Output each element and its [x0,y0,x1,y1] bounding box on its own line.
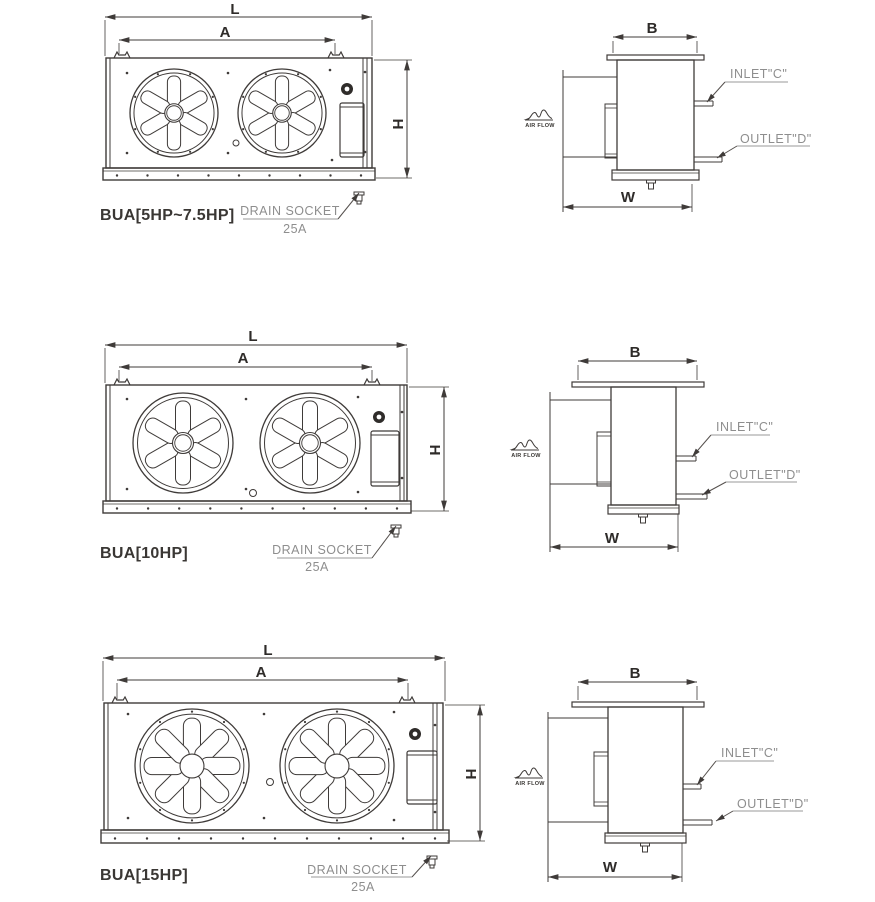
motor-mount [605,104,617,158]
dimension-A [119,40,335,54]
dim-label-length: L [248,328,258,345]
mounting-bracket [114,52,130,58]
fan [135,709,249,823]
model-label: BUA[10HP] [100,545,189,562]
outlet-pipe [683,820,712,825]
electrical-box [340,103,364,157]
drain-socket [427,856,437,868]
air-flow-icon [514,768,544,778]
dimension-L [105,345,407,383]
drain-size-label: 25A [305,560,329,574]
dim-label-length: L [230,1,240,18]
air-flow-icon [510,440,540,450]
inlet-leader [692,435,770,457]
dimension-B [613,37,697,53]
dimension-B [578,361,697,380]
outlet-leader [716,811,803,821]
inlet-label: INLET"C" [721,746,779,760]
dimension-A [117,680,408,699]
drain-size-label: 25A [351,880,375,894]
inlet-leader [707,82,788,102]
drain-socket [641,843,650,852]
dim-label-width: W [602,859,618,876]
drain-socket [639,514,648,523]
air-flow-label: AIR FLOW [511,453,541,459]
fan [280,709,394,823]
motor-mount [597,432,611,486]
top-flange [572,702,704,707]
dimension-L [105,17,372,56]
sensor-grommet [341,83,353,95]
dimension-B [578,682,697,700]
row-10hp-drawing [103,345,797,558]
fan-shroud [550,392,611,552]
dim-label-height: H [389,118,406,130]
model-label: BUA[15HP] [100,867,189,884]
bottom-pan [612,170,699,180]
top-flange [572,382,704,387]
air-flow-label: AIR FLOW [525,123,555,129]
unit-body-side [611,387,676,505]
dimension-A [119,367,372,381]
dim-label-width: W [620,189,636,206]
bottom-pan [605,833,686,843]
model-label: BUA[5HP~7.5HP] [100,207,235,224]
fan [130,69,218,157]
dim-label-pitch: A [237,350,249,367]
motor-mount [594,752,608,806]
unit-body-side [608,707,683,833]
unit-body-side [617,60,694,170]
inlet-pipe [694,101,713,106]
unit-body [106,385,407,501]
mounting-bracket [399,697,415,703]
drain-socket-label: DRAIN SOCKET [272,543,372,557]
outlet-label: OUTLET"D" [740,132,812,146]
dim-label-height: H [426,444,443,456]
sensor-grommet [373,411,385,423]
fan [238,69,326,157]
bottom-flange [103,168,375,180]
fan [260,393,360,493]
inlet-pipe [683,784,701,789]
dim-label-flange: B [646,20,658,37]
drain-socket-label: DRAIN SOCKET [307,863,407,877]
mounting-bracket [114,379,130,385]
inlet-leader [697,761,774,785]
bottom-flange [103,501,411,513]
dim-label-flange: B [629,344,641,361]
drain-socket-label: DRAIN SOCKET [240,204,340,218]
inlet-label: INLET"C" [730,67,788,81]
air-flow-label: AIR FLOW [515,781,545,787]
unit-body [106,58,372,168]
fan-shroud [548,712,608,882]
drain-socket [647,180,656,189]
outlet-label: OUTLET"D" [729,468,801,482]
dim-label-height: H [462,768,479,780]
inlet-label: INLET"C" [716,420,774,434]
dim-label-width: W [604,530,620,547]
electrical-box [371,431,399,486]
sensor-grommet [409,728,421,740]
bottom-flange [101,830,449,843]
outlet-leader [702,482,797,495]
fan-shroud [563,70,617,212]
dim-label-pitch: A [255,664,267,681]
outlet-label: OUTLET"D" [737,797,809,811]
row-5hp-drawing [103,17,810,219]
dim-label-length: L [263,642,273,659]
fan [133,393,233,493]
drain-size-label: 25A [283,222,307,236]
top-flange [607,55,704,60]
mounting-bracket [112,697,128,703]
dim-label-flange: B [629,665,641,682]
bottom-pan [608,505,679,514]
mounting-bracket [328,52,344,58]
inlet-pipe [676,456,696,461]
dim-label-pitch: A [219,24,231,41]
row-15hp-drawing [101,658,803,882]
outlet-leader [717,146,810,158]
air-flow-icon [524,110,554,120]
